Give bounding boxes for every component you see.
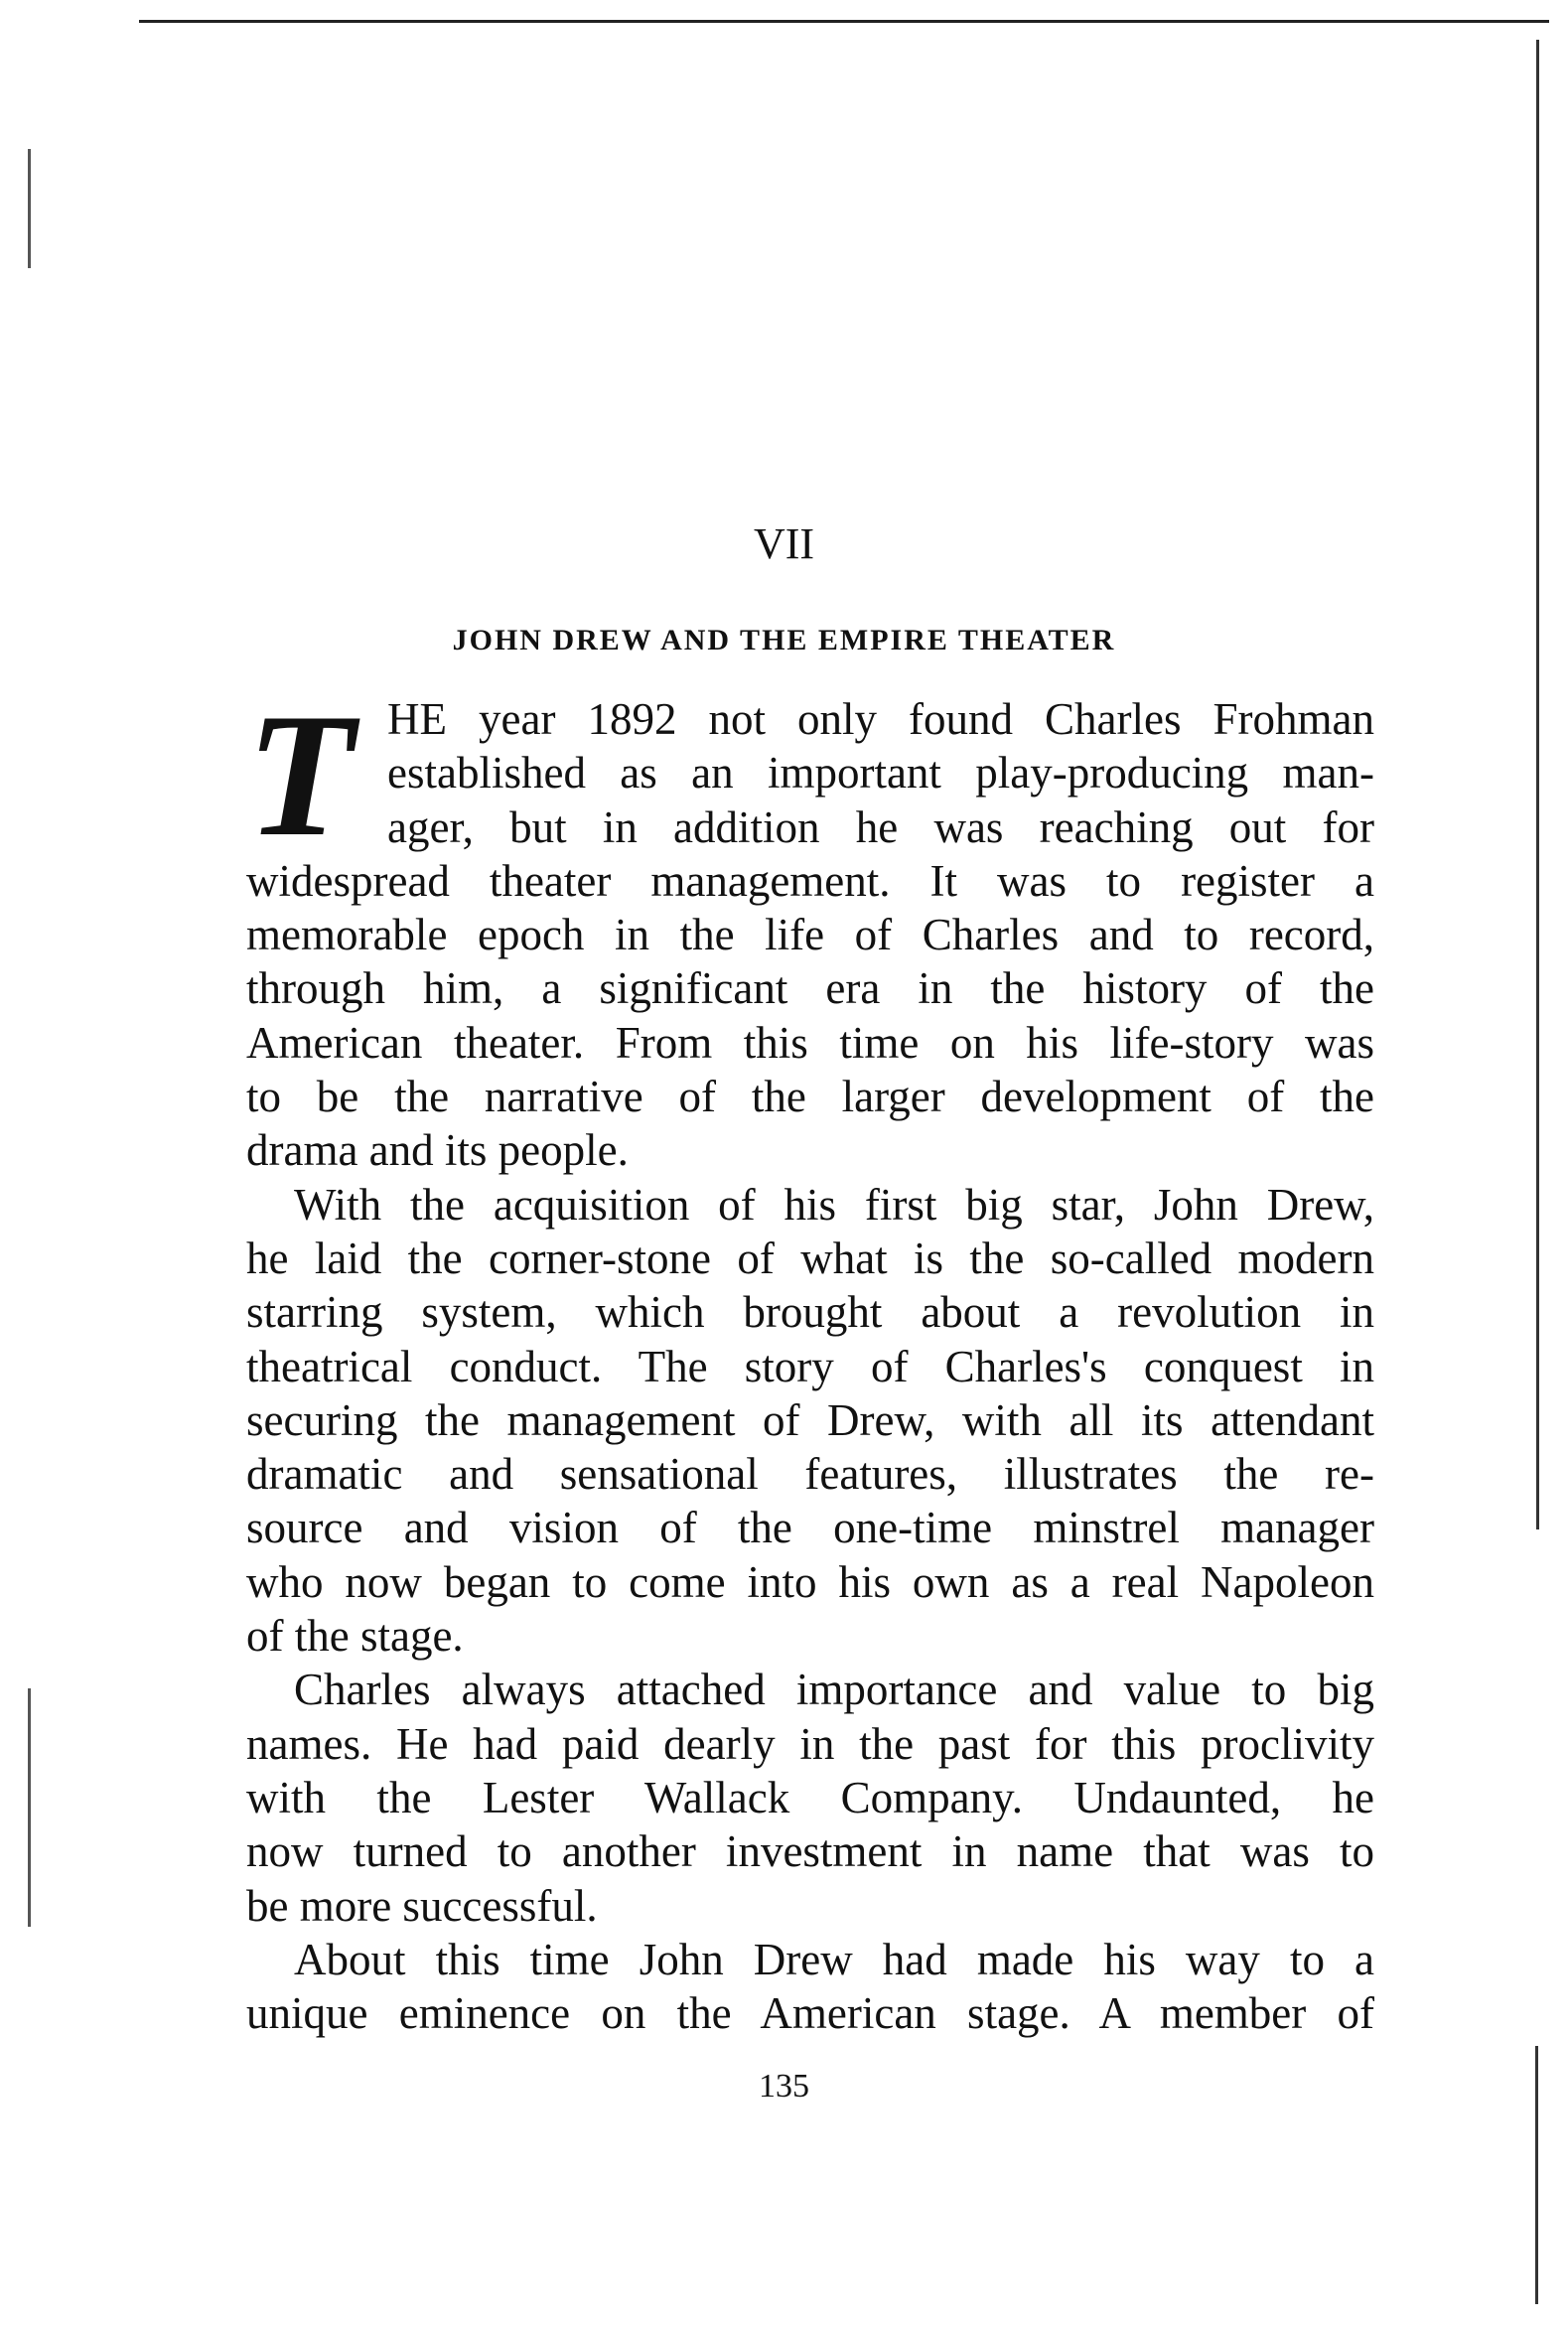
text-line: now turned to another investment in name that was to	[246, 1826, 1374, 1877]
text-line: he laid the corner-stone of what is the so-called modern	[246, 1233, 1374, 1283]
text-line: with the Lester Wallack Company. Undaunted, he	[246, 1772, 1374, 1822]
text-line: Charles always attached importance and value to big	[294, 1665, 1374, 1715]
drop-cap: T	[246, 676, 355, 873]
text-line: names. He had paid dearly in the past for this proclivity	[246, 1718, 1374, 1769]
text-line: unique eminence on the American stage. A member of	[246, 1988, 1374, 2039]
text-line: be more successful.	[246, 1880, 598, 1931]
text-line: HE year 1892 not only found Charles Frohman	[387, 694, 1374, 744]
text-line: ager, but in addition he was reaching out for	[387, 801, 1374, 852]
text-line: About this time John Drew had made his way to a	[294, 1934, 1374, 1984]
right-border-line	[1536, 40, 1539, 1529]
paragraph	[246, 1663, 1374, 1932]
chapter-title: JOHN DREW AND THE EMPIRE THEATER	[452, 624, 1116, 656]
chapter-number: VII	[753, 519, 815, 568]
page-number: 135	[759, 2068, 809, 2105]
text-line: who now began to come into his own as a real Napoleon	[246, 1556, 1374, 1607]
paragraph	[246, 1933, 1374, 2041]
text-line: widespread theater management. It was to register a	[246, 855, 1374, 906]
paragraph	[246, 1178, 1374, 1664]
paragraph	[246, 676, 1374, 1178]
text-line: starring system, which brought about a revolution in	[246, 1287, 1374, 1338]
body-text	[246, 676, 1374, 2040]
text-line: securing the management of Drew, with all its attendant	[246, 1394, 1374, 1445]
scan-mark	[28, 1688, 31, 1927]
text-line: to be the narrative of the larger development of the	[246, 1072, 1374, 1122]
text-line: With the acquisition of his first big star, John Drew,	[294, 1179, 1374, 1230]
text-line: of the stage.	[246, 1611, 464, 1662]
text-line: established as an important play-producing man-	[387, 748, 1374, 799]
text-line: memorable epoch in the life of Charles and to record,	[246, 910, 1374, 960]
text-line: dramatic and sensational features, illustrates the re-	[246, 1449, 1374, 1500]
text-line: theatrical conduct. The story of Charles's conquest in	[246, 1341, 1374, 1391]
text-line: source and vision of the one-time minstrel manager	[246, 1503, 1374, 1553]
text-line: through him, a significant era in the history of the	[246, 963, 1374, 1014]
text-line: drama and its people.	[246, 1125, 629, 1176]
scan-mark	[28, 149, 31, 268]
top-border-line	[139, 20, 1549, 23]
text-line: American theater. From this time on his life-story was	[246, 1017, 1374, 1068]
